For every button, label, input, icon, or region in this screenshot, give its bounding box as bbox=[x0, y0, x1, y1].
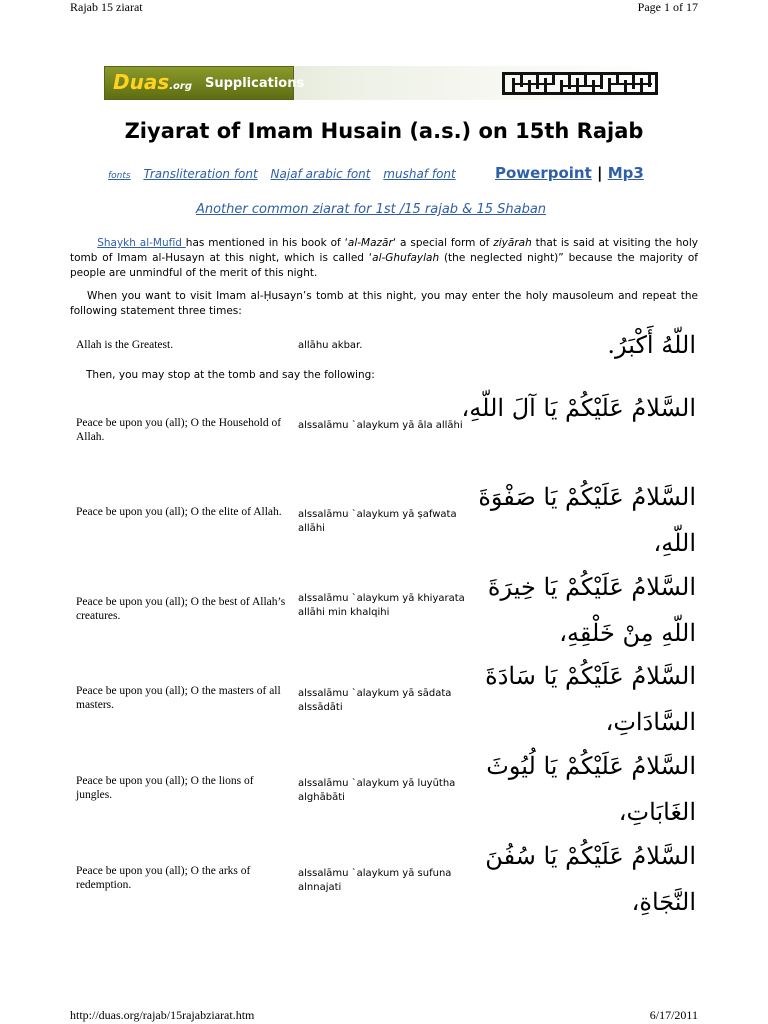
takbir-transliteration: allāhu akbar. bbox=[298, 340, 363, 351]
row-english: Peace be upon you (all); O the lions of jungles. bbox=[76, 775, 254, 801]
powerpoint-link[interactable]: Powerpoint bbox=[495, 164, 592, 182]
page-header-title: Rajab 15 ziarat bbox=[70, 0, 143, 14]
row-arabic: السَّلامُ عَلَيْكُمْ يَا لُيُوثَ الغَابَاتِ، bbox=[486, 752, 696, 826]
intro-paragraph: Shaykh al-Mufīd has mentioned in his book of ‘al-Mazār‘ a special form of ziyārah that is said at visiting the holy tomb of Imam al-Husayn at this night, which is called ‘al-Ghufaylah (the neglected night)” because the majority of people are unmindful of the merit of this night. bbox=[70, 237, 699, 279]
row-arabic: السَّلامُ عَلَيْكُمْ يَا سَادَةَ السَّادَاتِ، bbox=[485, 662, 696, 736]
duas-logo[interactable] bbox=[104, 66, 305, 100]
page-title: Ziyarat of Imam Husain (a.s.) on 15th Rajab bbox=[124, 119, 644, 143]
kufic-calligraphy-icon bbox=[500, 66, 660, 100]
row-english: Peace be upon you (all); O the Household of Allah. bbox=[76, 417, 282, 443]
row-transliteration: alssalāmu `alaykum yā khiyarata allāhi min khalqihi bbox=[298, 593, 465, 618]
instruction-paragraph: When you want to visit Imam al-Ḥusayn’s tomb at this night, you may enter the holy mausoleum and repeat the following statement three times: bbox=[70, 290, 698, 317]
mp3-link[interactable]: Mp3 bbox=[607, 164, 644, 182]
row-english: Peace be upon you (all); O the arks of redemption. bbox=[76, 865, 251, 891]
row-english: Peace be upon you (all); O the best of Allah’s creatures. bbox=[76, 596, 286, 622]
takbir-english: Allah is the Greatest. bbox=[76, 339, 174, 351]
fonts-link[interactable]: fonts bbox=[108, 171, 131, 181]
takbir-arabic: اللّهُ أَكْبَرُ. bbox=[607, 331, 696, 359]
media-links bbox=[495, 164, 644, 182]
media-separator: | bbox=[597, 164, 603, 182]
row-transliteration: alssalāmu `alaykum yā sufuna alnnajati bbox=[298, 868, 452, 893]
row-transliteration: alssalāmu `alaykum yā āla allāhi bbox=[298, 420, 463, 431]
transliteration-font-link[interactable]: Transliteration font bbox=[143, 167, 258, 181]
row-transliteration: alssalāmu `alaykum yā luyūtha alghābāti bbox=[298, 778, 456, 803]
row-english: Peace be upon you (all); O the elite of Allah. bbox=[76, 506, 282, 518]
common-ziarat-link[interactable]: Another common ziarat for 1st /15 rajab & 15 Shaban bbox=[195, 202, 547, 217]
instruction-text: Then, you may stop at the tomb and say the following: bbox=[86, 369, 375, 381]
logo-supplications-text: Supplications bbox=[205, 76, 305, 91]
row-english: Peace be upon you (all); O the masters of all masters. bbox=[76, 685, 281, 711]
najaf-arabic-font-link[interactable]: Najaf arabic font bbox=[270, 167, 371, 181]
row-arabic: السَّلامُ عَلَيْكُمْ يَا آلَ اللّهِ، bbox=[461, 394, 696, 422]
row-transliteration: alssalāmu `alaykum yā sādata alssādāti bbox=[298, 688, 452, 713]
row-transliteration: alssalāmu `alaykum yā ṣafwata allāhi bbox=[298, 509, 457, 534]
shaykh-al-mufid-link[interactable]: Shaykh al-Mufīd bbox=[97, 237, 186, 249]
logo-main-text: Duas bbox=[113, 70, 170, 94]
row-arabic: السَّلامُ عَلَيْكُمْ يَا خِيرَةَ اللّهِ مِنْ خَلْقِهِ، bbox=[487, 573, 696, 647]
footer-date: 6/17/2011 bbox=[649, 1008, 698, 1022]
mushaf-font-link[interactable]: mushaf font bbox=[383, 167, 456, 181]
logo-org-text: .org bbox=[169, 81, 193, 92]
row-arabic: السَّلامُ عَلَيْكُمْ يَا صَفْوَةَ اللّهِ، bbox=[478, 483, 696, 557]
font-links bbox=[108, 167, 465, 181]
footer-url: http://duas.org/rajab/15rajabziarat.htm bbox=[70, 1008, 255, 1022]
page-number: Page 1 of 17 bbox=[637, 0, 698, 14]
row-arabic: السَّلامُ عَلَيْكُمْ يَا سُفُنَ النَّجَاةِ، bbox=[485, 842, 696, 916]
